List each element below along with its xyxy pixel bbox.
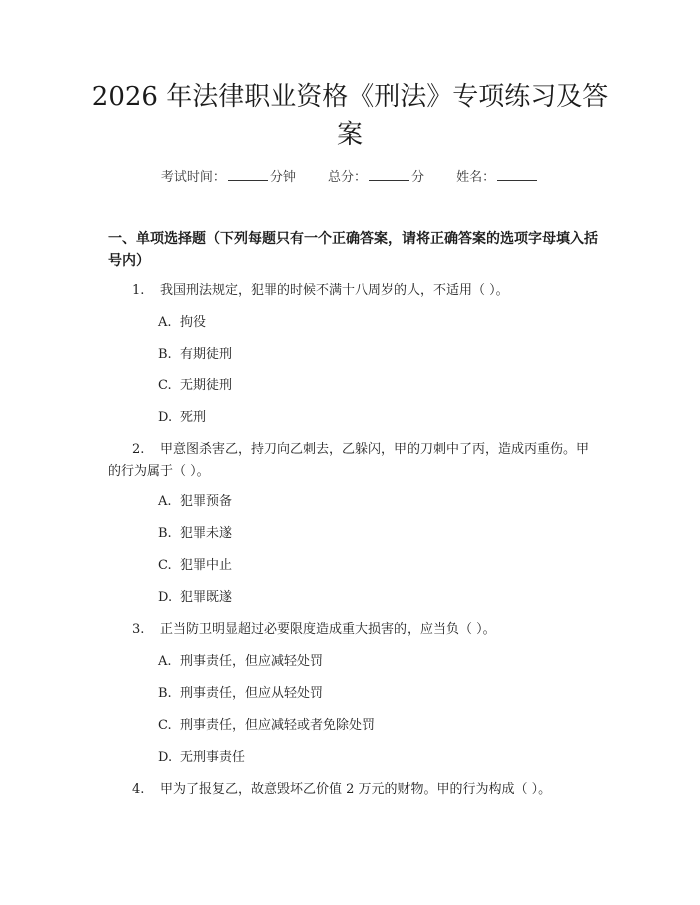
- option-letter: D.: [158, 410, 173, 425]
- question-4: [108, 779, 608, 801]
- option-text: 死刑: [180, 410, 207, 425]
- question-number: 2.: [132, 442, 145, 457]
- option-letter: D.: [158, 750, 173, 765]
- question-1-option-a: [158, 313, 206, 333]
- option-letter: C.: [158, 378, 172, 393]
- question-2-option-d: [158, 588, 232, 608]
- question-text: 甲为了报复乙，故意毁坏乙价值 2 万元的财物。甲的行为构成（ ）。: [160, 782, 552, 797]
- total-score-label: 总分：: [327, 170, 367, 185]
- total-score-blank: [369, 168, 409, 181]
- question-3-option-a: [158, 652, 323, 672]
- question-3: [108, 619, 608, 641]
- question-1-option-d: [158, 408, 206, 428]
- option-letter: A.: [158, 654, 172, 669]
- document-title: 2026 年法律职业资格《刑法》专项练习及答案: [91, 82, 609, 150]
- question-3-option-c: [158, 716, 375, 736]
- name-label: 姓名：: [456, 170, 496, 185]
- question-1-option-b: [158, 345, 232, 365]
- option-text: 刑事责任，但应从轻处罚: [180, 686, 324, 701]
- option-text: 犯罪既遂: [180, 590, 233, 605]
- exam-time-field: [161, 168, 296, 188]
- question-2-option-b: [158, 524, 232, 544]
- question-1: [108, 280, 608, 302]
- option-letter: A.: [158, 494, 172, 509]
- exam-time-unit: 分钟: [269, 170, 296, 185]
- question-text: 正当防卫明显超过必要限度造成重大损害的，应当负（ ）。: [160, 622, 496, 637]
- option-letter: C.: [158, 718, 172, 733]
- option-text: 犯罪中止: [180, 558, 233, 573]
- question-number: 4.: [132, 782, 145, 797]
- option-text: 刑事责任，但应减轻或者免除处罚: [180, 718, 376, 733]
- name-field: [456, 168, 539, 188]
- total-score-unit: 分: [411, 170, 425, 185]
- exam-time-label: 考试时间：: [160, 170, 226, 185]
- option-letter: A.: [158, 315, 172, 330]
- question-2: [108, 439, 598, 483]
- name-blank: [497, 168, 537, 181]
- question-2-option-a: [158, 492, 232, 512]
- option-text: 刑事责任，但应减轻处罚: [180, 654, 324, 669]
- question-2-option-c: [158, 556, 232, 576]
- option-text: 无刑事责任: [180, 750, 246, 765]
- option-text: 犯罪预备: [180, 494, 233, 509]
- option-text: 有期徒刑: [180, 347, 233, 362]
- option-letter: B.: [158, 526, 172, 541]
- question-number: 3.: [132, 622, 145, 637]
- exam-time-blank: [228, 168, 268, 181]
- exam-meta-line: [0, 168, 700, 188]
- question-text: 甲意图杀害乙，持刀向乙刺去，乙躲闪，甲的刀刺中了丙，造成丙重伤。甲的行为属于（ ）。: [108, 442, 590, 479]
- question-text: 我国刑法规定，犯罪的时候不满十八周岁的人，不适用（ ）。: [160, 283, 509, 298]
- section-heading: 一、单项选择题（下列每题只有一个正确答案，请将正确答案的选项字母填入括号内）: [108, 231, 598, 269]
- option-letter: C.: [158, 558, 172, 573]
- question-number: 1.: [132, 283, 145, 298]
- question-1-option-c: [158, 376, 232, 396]
- option-letter: D.: [158, 590, 173, 605]
- total-score-field: [328, 168, 424, 188]
- option-text: 拘役: [180, 315, 207, 330]
- question-3-option-b: [158, 684, 323, 704]
- option-letter: B.: [158, 686, 172, 701]
- option-text: 犯罪未遂: [180, 526, 233, 541]
- question-3-option-d: [158, 748, 245, 768]
- option-text: 无期徒刑: [180, 378, 233, 393]
- option-letter: B.: [158, 347, 172, 362]
